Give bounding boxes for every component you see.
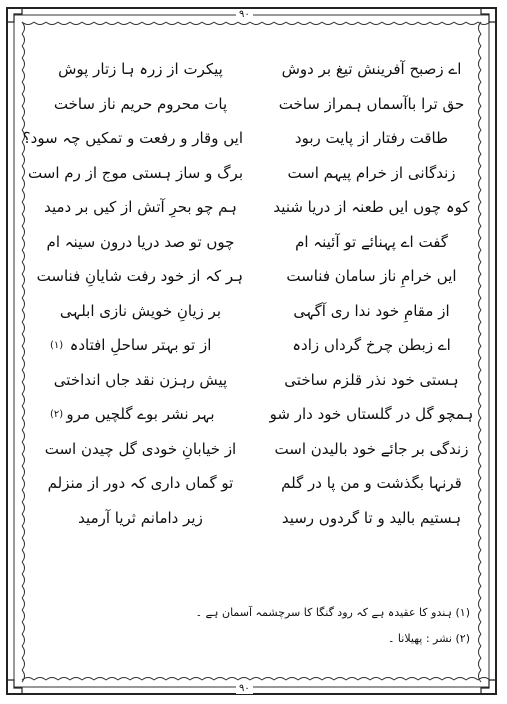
- misra-left: بہر نشر بوے گلچیں مرو: [66, 405, 215, 424]
- misra-right: ہستیم بالید و تا گردوں رسید: [281, 508, 462, 527]
- misra-right: ہمچو گل در گلستاں خود دار شو: [269, 405, 474, 424]
- couplet: [22, 121, 474, 156]
- misra-right: قرنہا بگذشت و من پا در گلم: [281, 474, 462, 493]
- misra-left: ایں وقار و رفعت و تمکیں چہ سود؟: [22, 129, 243, 148]
- misra-left: از خیابانِ خودی گل چیدن است: [44, 439, 237, 458]
- misra-left: بر زیانِ خویش نازی ابلہی: [59, 301, 222, 320]
- couplet: [28, 156, 474, 191]
- misra-left: تو گماں داری کہ دور از منزلم: [47, 474, 234, 493]
- misra-right: گفت اے پہنائے تو آئینہ ام: [295, 232, 448, 251]
- misra-right: کوہ چوں ایں طعنہ از دریا شنید: [273, 198, 470, 217]
- couplet: [38, 294, 474, 329]
- misra-right: ایں خرامِ ناز سامان فناست: [286, 267, 457, 286]
- couplet: [38, 501, 474, 536]
- misra-right: زندگانی از خرام پیہم است: [287, 163, 456, 182]
- misra-left: پیش رہزن نقد جاں انداختی: [53, 370, 228, 389]
- couplet: [38, 466, 474, 501]
- misra-left: ہم چو بحرِ آتش از کیں بر دمید: [44, 198, 237, 217]
- footnote: (۲) نشر : پھیلانا ۔: [387, 632, 470, 645]
- couplet: [38, 397, 474, 432]
- couplet: [38, 328, 474, 363]
- footnote-marker: (۲): [50, 408, 64, 420]
- couplet: [38, 259, 474, 294]
- page-number-top: ۹۰: [236, 9, 253, 20]
- footnote: (۱) ہندو کا عقیدہ ہے کہ رود گنگا کا سرچشمہ آسمان ہے ۔: [195, 606, 470, 619]
- page-number-bottom: ۹۰: [236, 683, 253, 694]
- misra-left: از تو بہتر ساحلِ افتادہ: [69, 336, 212, 355]
- misra-right: حق ترا باآسماں ہمراز ساخت: [278, 94, 465, 113]
- footnote-marker: (۱): [50, 339, 64, 351]
- misra-left: چوں تو صد دریا درون سینہ ام: [46, 232, 235, 251]
- misra-right: زندگی بر جائے خود بالیدن است: [274, 439, 469, 458]
- misra-left: پیکرت از زرہ ہا زتار پوش: [58, 60, 223, 79]
- misra-left: پات محروم حریم ناز ساخت: [53, 94, 228, 113]
- misra-right: اے زبطن چرخ گرداں زادہ: [292, 336, 451, 355]
- footnotes: [60, 600, 470, 652]
- misra-left: ہر کہ از خود رفت شایانِ فناست: [36, 267, 243, 286]
- poem-verses: [22, 52, 474, 535]
- couplet: [38, 363, 474, 398]
- couplet: [38, 432, 474, 467]
- couplet: [38, 225, 474, 260]
- couplet: [38, 52, 474, 87]
- misra-right: از مقامِ خود ندا ری آگہی: [293, 301, 450, 320]
- misra-right: طاقت رفتار از پایت ربود: [294, 129, 449, 148]
- couplet: [38, 87, 474, 122]
- misra-right: ہستی خود نذر قلزم ساختی: [284, 370, 459, 389]
- couplet: [38, 190, 474, 225]
- misra-left: برگ و ساز ہستی موج از رم است: [28, 163, 243, 182]
- misra-right: اے زصبح آفرینش تیغ بر دوش: [281, 60, 462, 79]
- misra-left: زیر دامانم ثریا آرمید: [78, 508, 203, 527]
